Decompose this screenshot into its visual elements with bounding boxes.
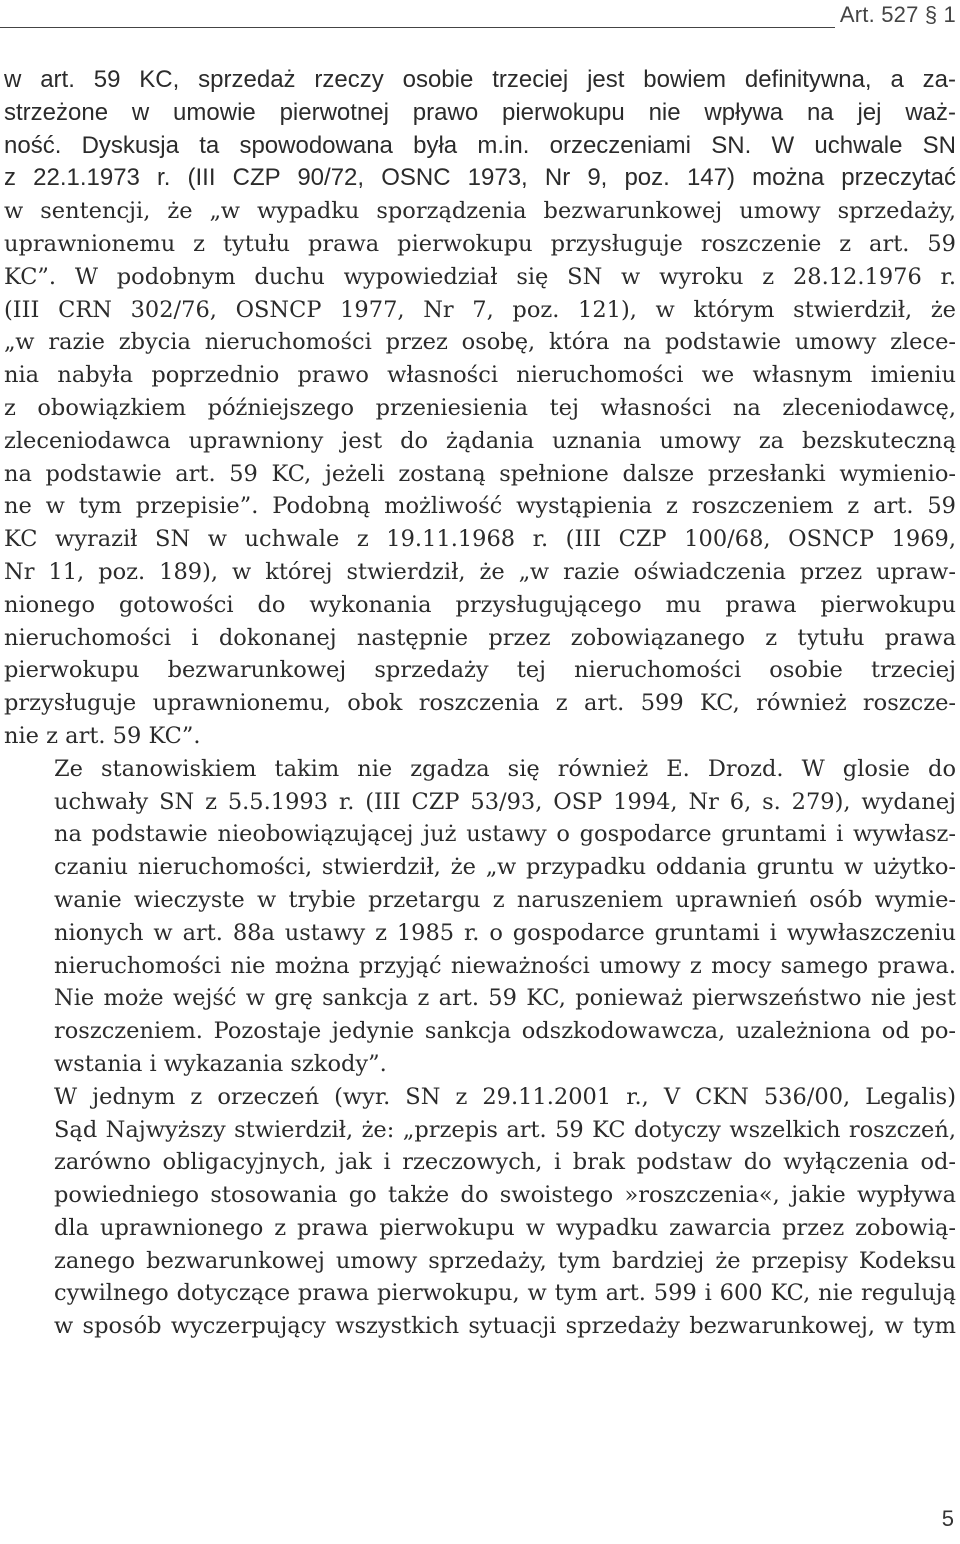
text-line: z obowiązkiem późniejszego przeniesienia tej własności na zleceniodawcę,	[4, 394, 956, 421]
text-line: W jednym z orzeczeń (wyr. SN z 29.11.2001 r., V CKN 536/00, Legalis)	[54, 1083, 956, 1110]
running-head: Art. 527 § 1	[839, 2, 956, 27]
text-line: powiedniego stosowania go także do swoistego »roszczenia«, jakie wypływa	[54, 1182, 956, 1209]
text-line: nionych w art. 88a ustawy z 1985 r. o gospodarce gruntami i wywłaszczeniu	[54, 919, 956, 946]
text-line: roszczeniem. Pozostaje jedynie sankcja odszkodowawcza, uzależniona od po-	[54, 1018, 956, 1045]
text-line: nieruchomości i dokonanej następnie przez zobowiązanego z tytułu prawa	[4, 624, 956, 651]
text-line: ność. Dyskusja ta spowodowana była m.in. orzeczeniami SN. W uchwale SN	[4, 131, 956, 159]
text-line: KC wyraził SN w uchwale z 19.11.1968 r. (III CZP 100/68, OSNCP 1969,	[4, 526, 956, 553]
text-line: Nr 11, poz. 189), w której stwierdził, że „w razie oświadczenia przez upraw-	[4, 558, 956, 585]
text-line: uprawnionemu z tytułu prawa pierwokupu przysługuje roszczenie z art. 59	[4, 230, 956, 257]
text-line: uchwały SN z 5.5.1993 r. (III CZP 53/93, OSP 1994, Nr 6, s. 279), wydanej	[54, 788, 956, 815]
text-line: w sentencji, że „w wypadku sporządzenia bezwarunkowej umowy sprzedaży,	[4, 198, 956, 225]
text-line: zleceniodawca uprawniony jest do żądania uznania umowy za bezskuteczną	[4, 427, 956, 454]
text-line: dla uprawnionego z prawa pierwokupu w wypadku zawarcia przez zobowią-	[54, 1214, 956, 1241]
text-line: na podstawie nieobowiązującej już ustawy o gospodarce gruntami i wywłasz-	[54, 821, 956, 848]
paragraph-2	[4, 753, 956, 1081]
page-number: 5	[941, 1506, 954, 1531]
text-line: wanie wieczyste w trybie przetargu z naruszeniem uprawnień osób wymie-	[54, 886, 956, 913]
text-line: w art. 59 KC, sprzedaż rzeczy osobie trzeciej jest bowiem definitywna, a za-	[4, 66, 956, 93]
text-line: KC”. W podobnym duchu wypowiedział się SN w wyroku z 28.12.1976 r.	[4, 263, 956, 290]
text-line: na podstawie art. 59 KC, jeżeli zostaną spełnione dalsze przesłanki wymienio-	[4, 460, 956, 487]
header-rule	[0, 27, 835, 28]
text-line: zanego bezwarunkowej umowy sprzedaży, tym bardziej że przepisy Kodeksu	[54, 1247, 956, 1274]
paragraph-1	[4, 64, 956, 753]
text-line: nieruchomości nie można przyjąć nieważności umowy z mocy samego prawa.	[54, 952, 956, 979]
text-line: nia nabyła poprzednio prawo własności nieruchomości we własnym imieniu	[4, 362, 956, 389]
text-line: (III CRN 302/76, OSNCP 1977, Nr 7, poz. 121), w którym stwierdził, że	[4, 296, 956, 323]
text-line: Sąd Najwyższy stwierdził, że: „przepis art. 59 KC dotyczy wszelkich roszczeń,	[54, 1116, 956, 1143]
text-line: strzeżone w umowie pierwotnej prawo pierwokupu nie wpływa na jej waż-	[4, 98, 956, 126]
body-text	[4, 64, 956, 1343]
text-line: ne w tym przepisie”. Podobną możliwość wystąpienia z roszczeniem z art. 59	[4, 493, 956, 520]
text-line: nionego gotowości do wykonania przysługującego mu prawa pierwokupu	[4, 591, 956, 618]
text-line: przysługuje uprawnionemu, obok roszczenia z art. 599 KC, również roszcze-	[4, 690, 956, 717]
text-line: „w razie zbycia nieruchomości przez osobę, która na podstawie umowy zlece-	[4, 329, 956, 356]
text-line: cywilnego dotyczące prawa pierwokupu, w tym art. 599 i 600 KC, nie regulują	[54, 1280, 956, 1307]
text-line: zarówno obligacyjnych, jak i rzeczowych, i brak podstaw do wyłączenia od-	[54, 1149, 956, 1176]
text-line: Nie może wejść w grę sankcja z art. 59 KC, ponieważ pierwszeństwo nie jest	[54, 985, 956, 1012]
text-line: wstania i wykazania szkody”.	[54, 1050, 387, 1077]
paragraph-3	[4, 1081, 956, 1343]
text-line: czaniu nieruchomości, stwierdził, że „w przypadku oddania gruntu w użytko-	[54, 854, 956, 881]
text-line: nie z art. 59 KC”.	[4, 722, 201, 749]
text-line: Ze stanowiskiem takim nie zgadza się również E. Drozd. W glosie do	[54, 755, 956, 782]
text-line: z 22.1.1973 r. (III CZP 90/72, OSNC 1973, Nr 9, poz. 147) można przeczytać	[4, 164, 956, 192]
text-line: pierwokupu bezwarunkowej sprzedaży tej nieruchomości osobie trzeciej	[4, 657, 956, 684]
text-line: w sposób wyczerpujący wszystkich sytuacji sprzedaży bezwarunkowej, w tym	[54, 1313, 956, 1340]
